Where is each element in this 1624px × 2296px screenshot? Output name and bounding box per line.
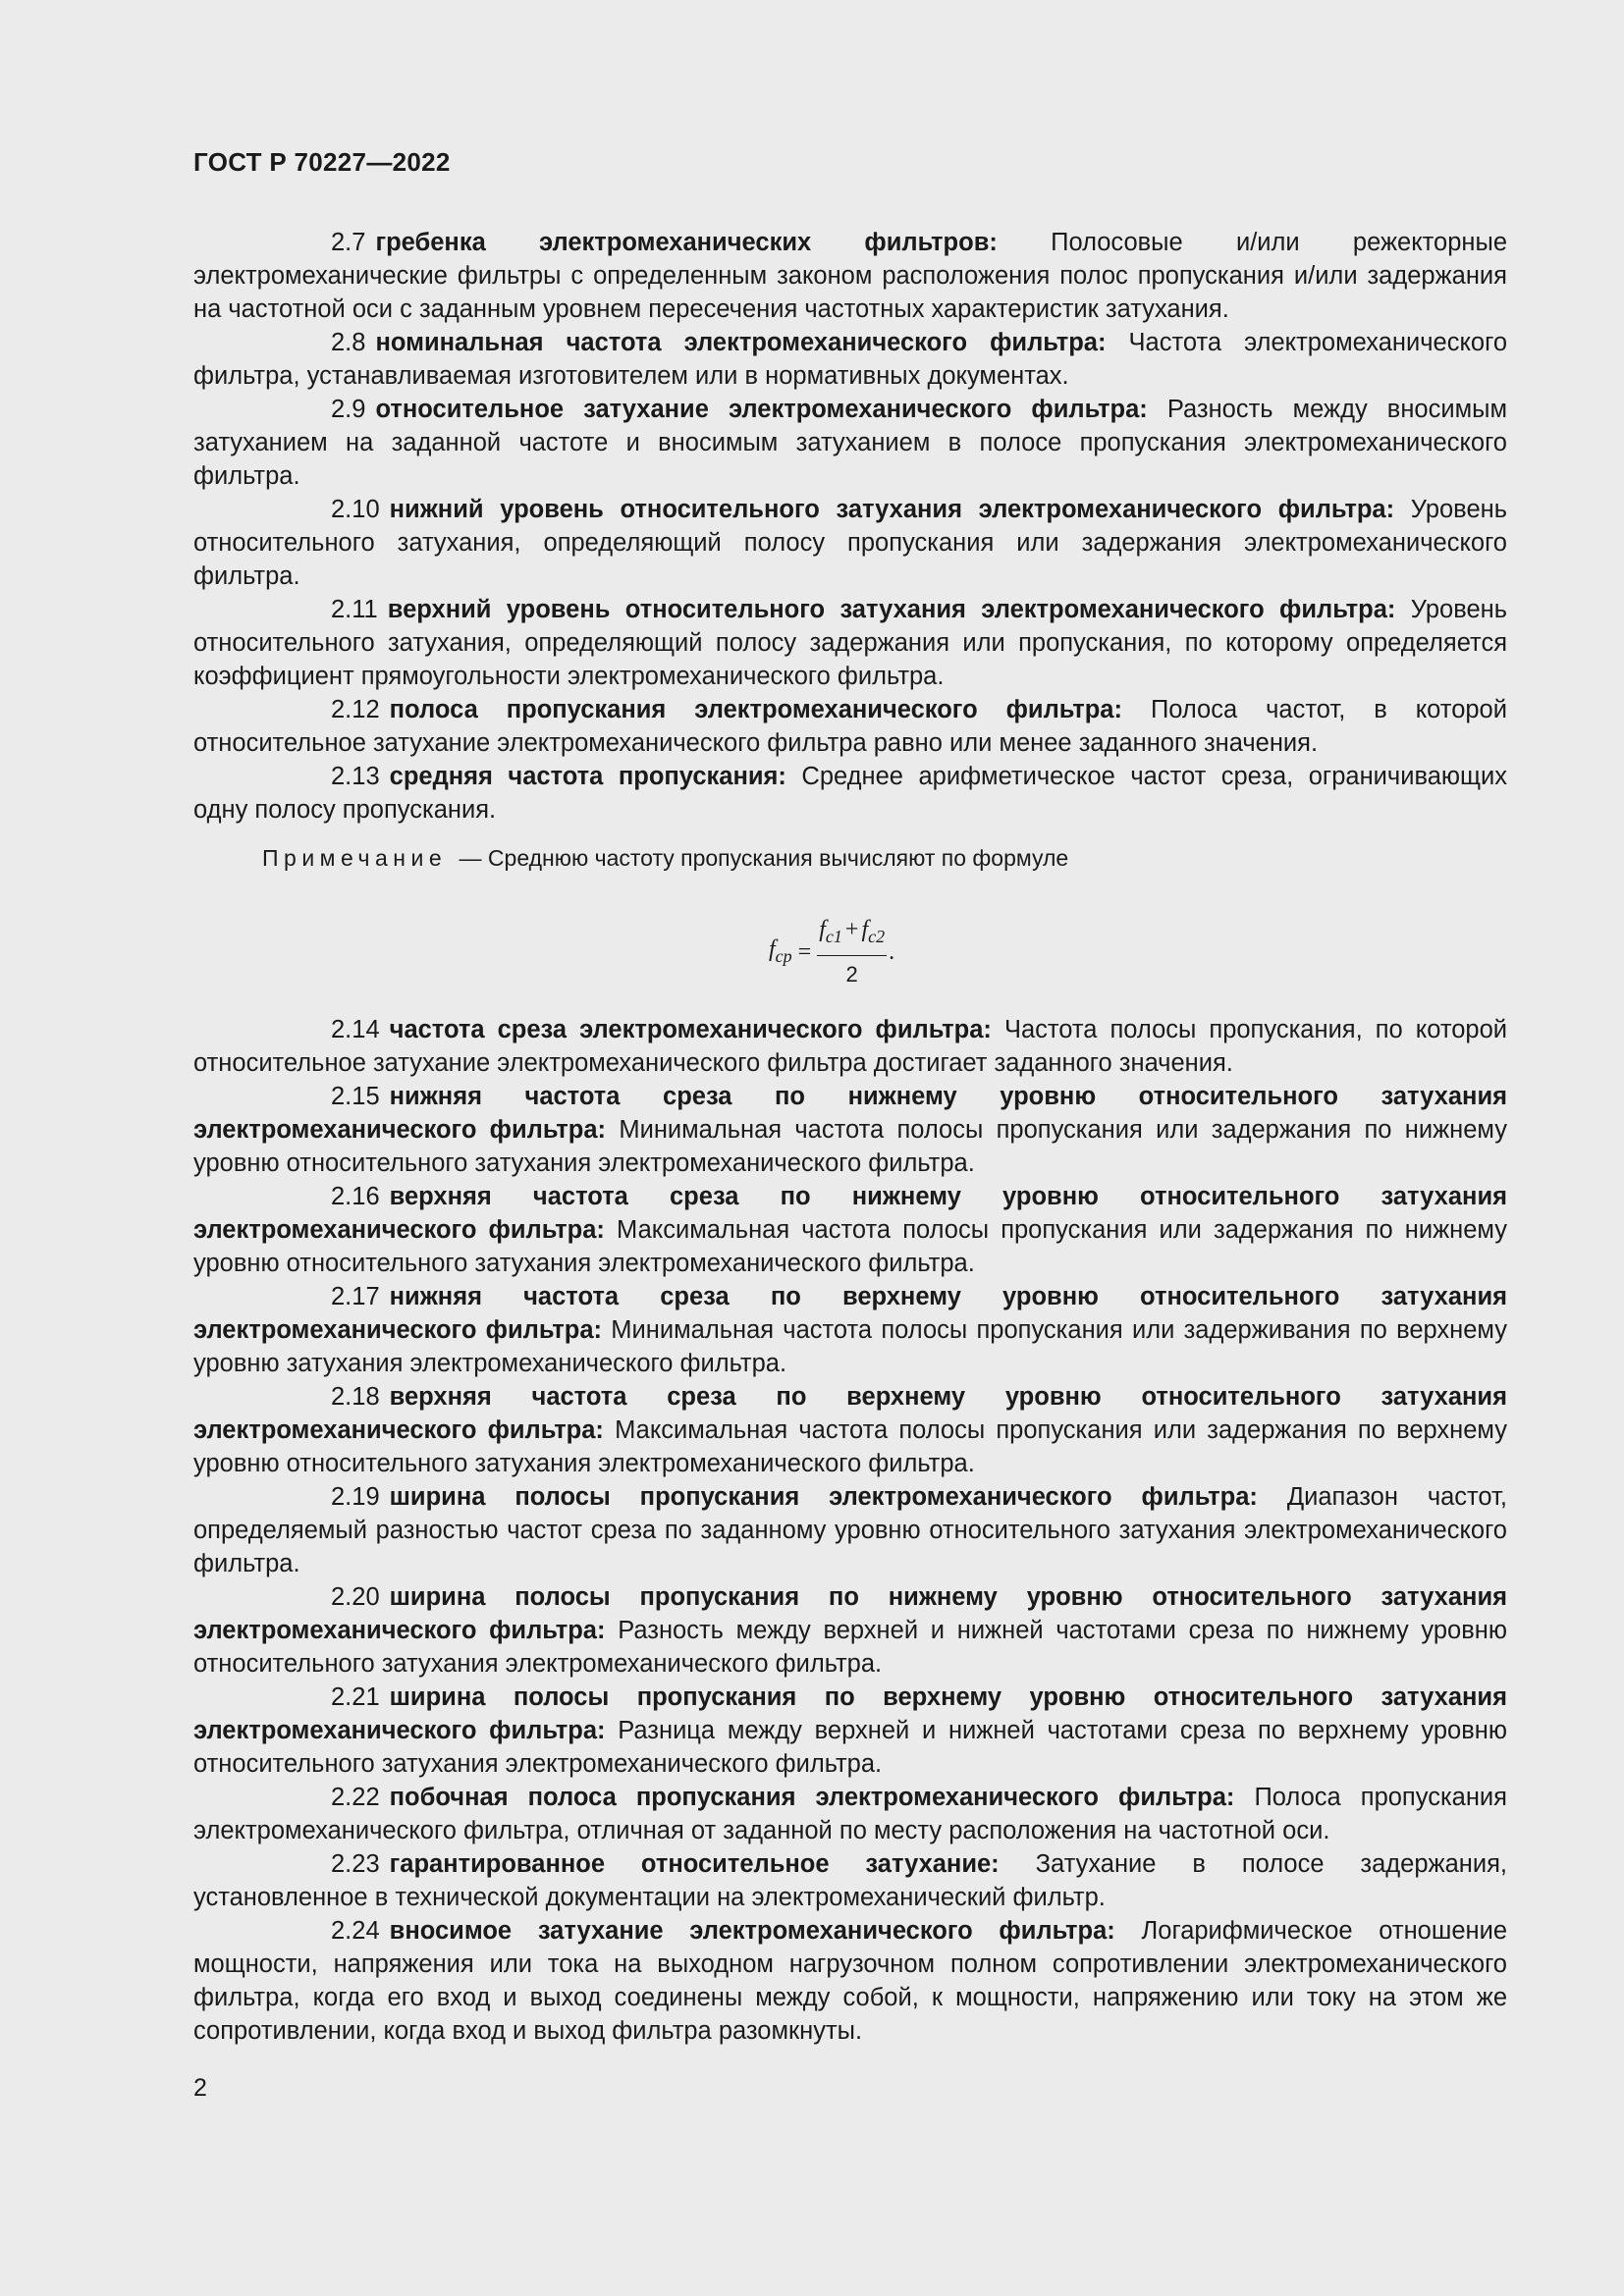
term-number: 2.20 bbox=[331, 1583, 380, 1611]
term-definition: Уровень относительного затухания, определяющий полосу пропускания или задержания электромеханического фильтра. bbox=[193, 496, 1507, 590]
term-definition: Затухание в полосе задержания, установленное в технической документации на электромеханический фильтр. bbox=[193, 1850, 1507, 1911]
term-entry bbox=[193, 1847, 1507, 1914]
term-number: 2.14 bbox=[331, 1016, 380, 1043]
term-entry bbox=[193, 760, 1507, 827]
term-entry bbox=[193, 326, 1507, 393]
term-entry bbox=[193, 1914, 1507, 2048]
term-definition: Полосовые и/или режекторные электромеханические фильтры с определенным законом расположения полос пропускания и/или задержания на частотной оси с заданным уровнем пересечения частотных характеристик затухания. bbox=[193, 229, 1507, 323]
term-number: 2.19 bbox=[331, 1483, 380, 1511]
term-number: 2.21 bbox=[331, 1683, 380, 1711]
term-definition: Максимальная частота полосы пропускания или задержания по нижнему уровню относительного затухания электромеханического фильтра. bbox=[193, 1216, 1507, 1277]
term-entry bbox=[193, 1280, 1507, 1380]
term-number: 2.15 bbox=[331, 1083, 380, 1110]
formula bbox=[193, 883, 1507, 1001]
term-entry bbox=[193, 1781, 1507, 1847]
page-number: 2 bbox=[193, 2074, 207, 2102]
formula-fraction bbox=[817, 913, 887, 991]
term-number: 2.17 bbox=[331, 1283, 380, 1310]
term-name: частота среза электромеханического фильтра: bbox=[389, 1016, 992, 1043]
term-name: гарантированное относительное затухание: bbox=[389, 1850, 1000, 1878]
term-entry bbox=[193, 1180, 1507, 1280]
term-definition: Разница между верхней и нижней частотами среза по верхнему уровню относительного затухания электромеханического фильтра. bbox=[193, 1717, 1507, 1778]
formula-denominator: 2 bbox=[845, 961, 858, 987]
term-definition: Логарифмическое отношение мощности, напряжения или тока на выходном нагрузочном полном сопротивлении электромеханического фильтра, когда его вход и выход соединены между собой, к мощности, напряжению или току на этом же сопротивлении, когда вход и выход фильтра разомкнуты. bbox=[193, 1917, 1508, 2045]
term-name: полоса пропускания электромеханического фильтра: bbox=[389, 696, 1122, 723]
term-number: 2.13 bbox=[331, 763, 380, 790]
term-name: ширина полосы пропускания по верхнему уровню относительного затухания электромеханического фильтра: bbox=[193, 1683, 1507, 1744]
term-number: 2.22 bbox=[331, 1784, 380, 1811]
term-name: верхняя частота среза по верхнему уровню относительного затухания электромеханического фильтра: bbox=[193, 1383, 1507, 1444]
term-name: верхняя частота среза по нижнему уровню относительного затухания электромеханического фильтра: bbox=[193, 1183, 1507, 1244]
term-entry bbox=[193, 1013, 1507, 1080]
term-entry bbox=[193, 1080, 1507, 1180]
note-text: — Среднюю частоту пропускания вычисляют по формуле bbox=[459, 845, 1069, 871]
term-definition: Частота электромеханического фильтра, устанавливаемая изготовителем или в нормативных документах. bbox=[193, 329, 1507, 390]
formula-period: . bbox=[889, 938, 895, 965]
formula-lhs-symbol: f bbox=[769, 935, 776, 962]
term-definition: Уровень относительного затухания, определяющий полосу задержания или пропускания, по которому определяется коэффициент прямоугольности электромеханического фильтра. bbox=[193, 596, 1508, 690]
term-name: средняя частота пропускания: bbox=[389, 763, 786, 790]
term-name: ширина полосы пропускания электромеханического фильтра: bbox=[389, 1483, 1258, 1511]
note bbox=[193, 842, 1507, 874]
term-entry bbox=[193, 493, 1507, 593]
term-name: ширина полосы пропускания по нижнему уровню относительного затухания электромеханического фильтра: bbox=[193, 1583, 1507, 1644]
formula-numerator-b-symbol: f bbox=[861, 917, 869, 942]
term-entry bbox=[193, 1380, 1507, 1480]
formula-numerator-a-subscript: c1 bbox=[825, 926, 842, 946]
term-entry bbox=[193, 1681, 1507, 1781]
term-number: 2.24 bbox=[331, 1917, 380, 1945]
term-definition: Минимальная частота полосы пропускания или задерживания по верхнему уровню затухания электромеханического фильтра. bbox=[193, 1316, 1507, 1377]
term-definition: Полоса частот, в которой относительное затухание электромеханического фильтра равно или менее заданного значения. bbox=[193, 696, 1507, 757]
term-name: верхний уровень относительного затухания электромеханического фильтра: bbox=[387, 596, 1396, 623]
term-number: 2.23 bbox=[331, 1850, 380, 1878]
term-number: 2.11 bbox=[331, 596, 378, 623]
formula-lhs-subscript: ср bbox=[775, 945, 792, 966]
term-name: номинальная частота электромеханического фильтра: bbox=[375, 329, 1107, 356]
terms-section-a bbox=[193, 226, 1507, 827]
term-name: нижняя частота среза по нижнему уровню относительного затухания электромеханического фильтра: bbox=[193, 1083, 1507, 1144]
term-name: гребенка электромеханических фильтров: bbox=[375, 229, 998, 256]
terms-section-b bbox=[193, 1013, 1507, 2048]
term-definition: Диапазон частот, определяемый разностью частот среза по заданному уровню относительного затухания электромеханического фильтра. bbox=[193, 1483, 1507, 1577]
term-entry bbox=[193, 226, 1507, 326]
formula-equals: = bbox=[797, 938, 812, 965]
term-number: 2.7 bbox=[331, 229, 366, 256]
term-entry bbox=[193, 393, 1507, 493]
term-number: 2.8 bbox=[331, 329, 366, 356]
term-definition: Разность между вносимым затуханием на заданной частоте и вносимым затуханием в полосе пропускания электромеханического фильтра. bbox=[193, 396, 1507, 490]
term-entry bbox=[193, 1580, 1507, 1681]
term-definition: Максимальная частота полосы пропускания или задержания по верхнему уровню относительного затухания электромеханического фильтра. bbox=[193, 1416, 1507, 1477]
formula-expression bbox=[769, 913, 894, 991]
document-content bbox=[193, 226, 1507, 2048]
term-number: 2.18 bbox=[331, 1383, 380, 1411]
term-entry bbox=[193, 693, 1507, 760]
formula-numerator-a-symbol: f bbox=[819, 917, 826, 942]
term-definition: Среднее арифметическое частот среза, ограничивающих одну полосу пропускания. bbox=[193, 763, 1507, 824]
formula-lhs bbox=[769, 933, 792, 973]
note-label: Примечание bbox=[262, 845, 448, 871]
document-header: ГОСТ Р 70227—2022 bbox=[193, 147, 451, 177]
term-definition: Минимальная частота полосы пропускания или задержания по нижнему уровню относительного затухания электромеханического фильтра. bbox=[193, 1116, 1507, 1177]
formula-numerator bbox=[817, 913, 887, 956]
term-name: нижняя частота среза по верхнему уровню относительного затухания электромеханического фильтра: bbox=[193, 1283, 1507, 1344]
term-entry bbox=[193, 1480, 1507, 1580]
term-number: 2.16 bbox=[331, 1183, 380, 1210]
formula-plus: + bbox=[844, 917, 859, 942]
term-definition: Полоса пропускания электромеханического фильтра, отличная от заданной по месту расположения на частотной оси. bbox=[193, 1784, 1507, 1844]
term-name: побочная полоса пропускания электромеханического фильтра: bbox=[389, 1784, 1235, 1811]
formula-numerator-b-subscript: c2 bbox=[868, 926, 886, 946]
term-definition: Разность между верхней и нижней частотами среза по нижнему уровню относительного затухания электромеханического фильтра. bbox=[193, 1617, 1507, 1678]
term-definition: Частота полосы пропускания, по которой относительное затухание электромеханического фильтра достигает заданного значения. bbox=[193, 1016, 1508, 1077]
term-number: 2.10 bbox=[331, 496, 380, 523]
term-entry bbox=[193, 593, 1507, 693]
term-name: вносимое затухание электромеханического фильтра: bbox=[389, 1917, 1115, 1945]
term-name: нижний уровень относительного затухания электромеханического фильтра: bbox=[389, 496, 1395, 523]
term-number: 2.12 bbox=[331, 696, 380, 723]
term-name: относительное затухание электромеханического фильтра: bbox=[375, 396, 1148, 423]
term-number: 2.9 bbox=[331, 396, 366, 423]
